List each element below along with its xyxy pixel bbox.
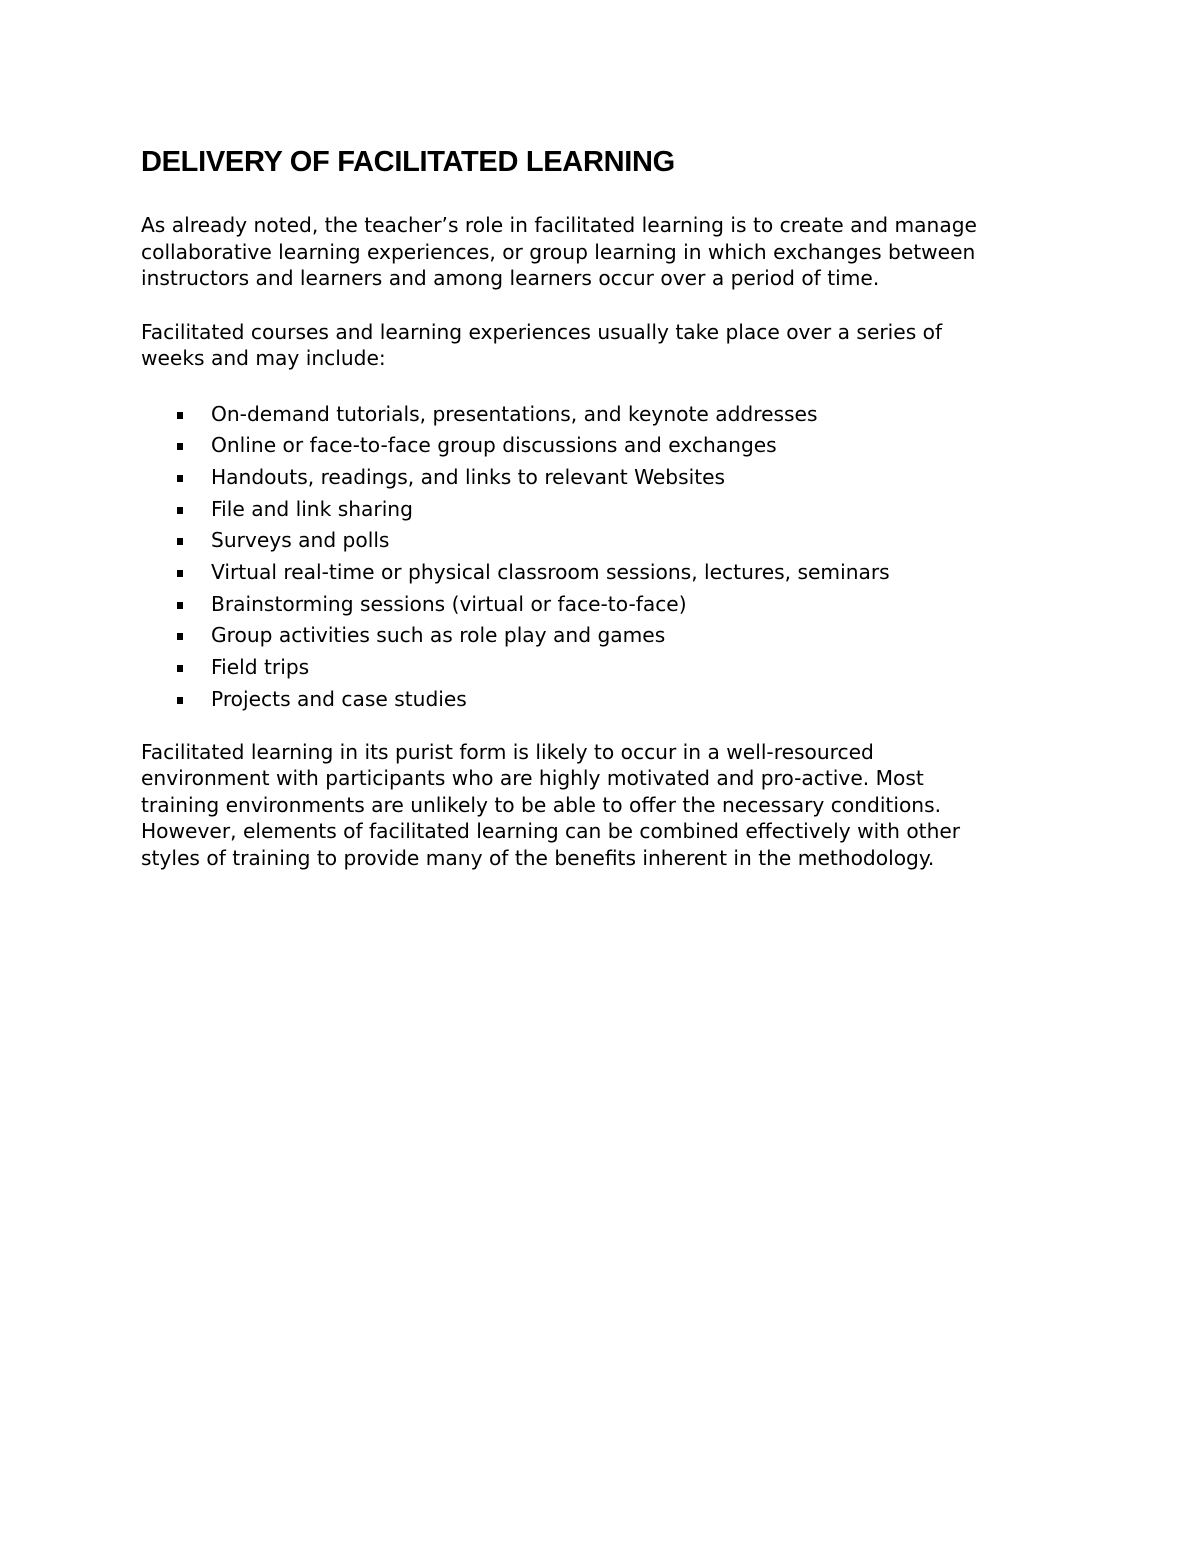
intro-line: As already noted, the teacher’s role in facilitated learning is to create and manage	[141, 213, 977, 237]
list-item	[141, 462, 1061, 494]
closing-line: Facilitated learning in its purist form is likely to occur in a well-resourced	[141, 739, 874, 764]
square-bullet-icon	[177, 602, 183, 609]
list-item	[141, 620, 1061, 652]
closing-line: training environments are unlikely to be able to offer the necessary conditions.	[141, 792, 942, 817]
list-item	[141, 557, 1061, 589]
list-item-text: Field trips	[211, 655, 310, 680]
closing-line: environment with participants who are highly motivated and pro-active. Most	[141, 766, 924, 791]
list-item	[141, 430, 1061, 462]
square-bullet-icon	[177, 443, 183, 450]
square-bullet-icon	[177, 633, 183, 640]
lead-in-line: weeks and may include:	[141, 346, 386, 370]
lead-in-paragraph	[141, 319, 1061, 372]
list-item-text: Projects and case studies	[211, 686, 467, 711]
list-item	[141, 494, 1061, 526]
activities-list	[141, 399, 1061, 716]
square-bullet-icon	[177, 570, 183, 577]
closing-line: styles of training to provide many of the benefits inherent in the methodology.	[141, 845, 935, 870]
lead-in-line: Facilitated courses and learning experiences usually take place over a series of	[141, 319, 943, 344]
closing-paragraph	[141, 739, 1061, 872]
list-item-text: On-demand tutorials, presentations, and keynote addresses	[211, 401, 818, 426]
document-body	[141, 142, 1061, 871]
intro-line: collaborative learning experiences, or group learning in which exchanges between	[141, 239, 976, 264]
list-item	[141, 399, 1061, 431]
list-item-text: Surveys and polls	[211, 528, 390, 553]
document-title: DELIVERY OF FACILITATED LEARNING	[141, 146, 675, 178]
list-item	[141, 652, 1061, 684]
list-item	[141, 589, 1061, 621]
intro-paragraph	[141, 212, 1061, 292]
list-item-text: Online or face-to-face group discussions and exchanges	[211, 433, 777, 458]
square-bullet-icon	[177, 475, 183, 482]
square-bullet-icon	[177, 697, 183, 704]
list-item-text: Virtual real-time or physical classroom sessions, lectures, seminars	[211, 560, 890, 585]
square-bullet-icon	[177, 665, 183, 672]
square-bullet-icon	[177, 507, 183, 514]
square-bullet-icon	[177, 412, 183, 419]
list-item-text: Handouts, readings, and links to relevant Websites	[211, 464, 726, 489]
list-item-text: Group activities such as role play and games	[211, 623, 666, 648]
closing-line: However, elements of facilitated learning can be combined effectively with other	[141, 819, 961, 844]
list-item	[141, 684, 1061, 716]
square-bullet-icon	[177, 538, 183, 545]
list-item-text: File and link sharing	[211, 496, 413, 521]
list-item-text: Brainstorming sessions (virtual or face-to-face)	[211, 591, 687, 616]
list-item	[141, 525, 1061, 557]
intro-line: instructors and learners and among learners occur over a period of time.	[141, 266, 880, 290]
